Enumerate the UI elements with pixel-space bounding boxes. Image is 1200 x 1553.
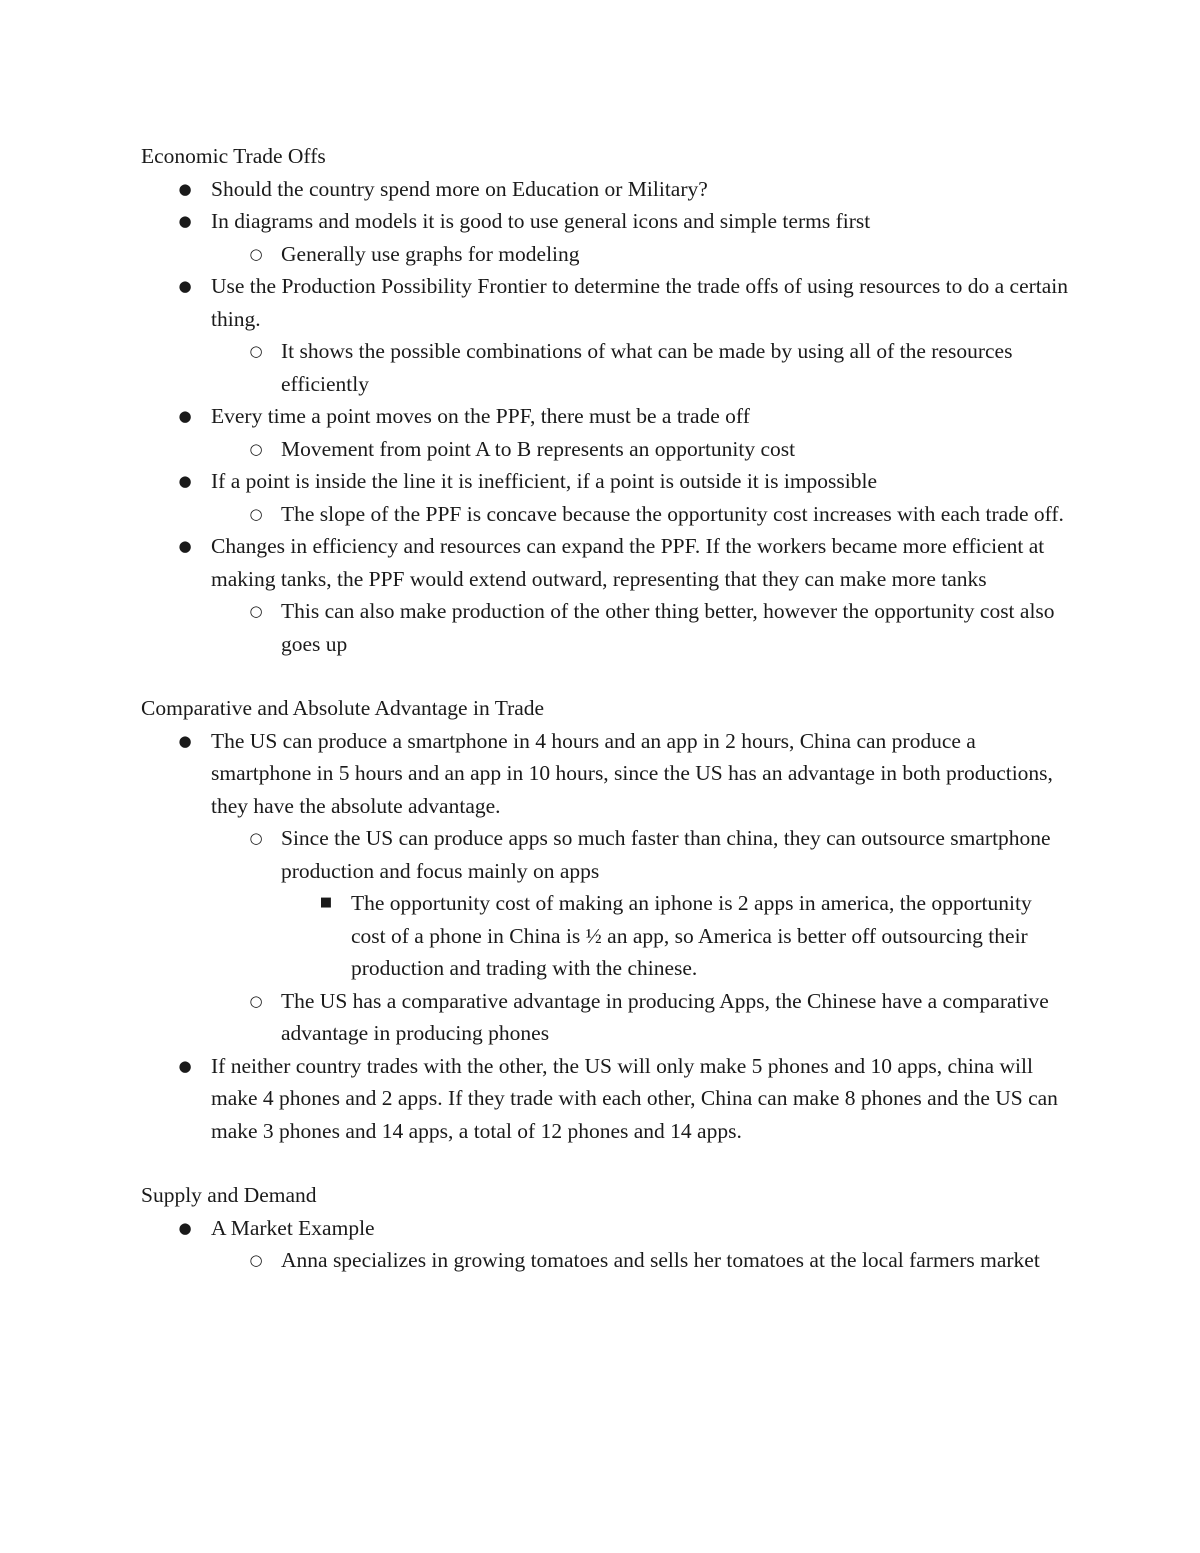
list-item-text: The US can produce a smartphone in 4 hours and an app in 2 hours, China can produce a smartphone in 5 hours and an app in 10 hours, since the US has an advantage in both productions, they have the absolute advantage.: [211, 728, 1053, 818]
list-item-text: Anna specializes in growing tomatoes and sells her tomatoes at the local farmers market: [281, 1248, 1040, 1272]
hollow-bullet-icon: ○: [249, 244, 263, 263]
bullet-icon: ●: [178, 179, 192, 198]
sub-list: [211, 498, 1070, 531]
hollow-bullet-icon: ○: [249, 342, 263, 360]
list-item-text: Movement from point A to B represents an opportunity cost: [281, 436, 796, 461]
list-item-text: Use the Production Possibility Frontier to determine the trade offs of using resources to do a certain thing.: [211, 274, 1069, 331]
list-item: [211, 498, 1070, 531]
sub-list: [211, 822, 1070, 1050]
list-item-text: Generally use graphs for modeling: [281, 241, 580, 266]
list-item-text: It shows the possible combinations of what can be made by using all of the resources efficiently: [281, 339, 1013, 396]
list-item: [141, 465, 1070, 530]
sub-list: [211, 238, 1070, 271]
bullet-list: [141, 173, 1070, 661]
list-item-text: A Market Example: [211, 1215, 375, 1240]
list-item: [141, 205, 1070, 270]
bullet-icon: ●: [178, 1218, 192, 1237]
bullet-list: [141, 1212, 1070, 1277]
list-item-text: This can also make production of the other thing better, however the opportunity cost also goes up: [281, 599, 1055, 656]
list-item: [211, 238, 1070, 271]
bullet-icon: ●: [178, 731, 192, 750]
section-heading: Economic Trade Offs: [141, 144, 326, 168]
sub-list: [211, 335, 1070, 400]
list-item: [141, 530, 1070, 660]
bullet-icon: ●: [178, 212, 192, 230]
list-item: [281, 887, 1070, 985]
hollow-bullet-icon: ○: [249, 991, 263, 1010]
list-item: [211, 1244, 1070, 1277]
list-item-text: In diagrams and models it is good to use general icons and simple terms first: [211, 209, 871, 233]
list-item-text: Should the country spend more on Education or Military?: [211, 176, 708, 201]
bullet-icon: ●: [178, 407, 192, 425]
section-comparative-advantage: [141, 692, 1070, 1147]
section-economic-trade-offs: [141, 140, 1070, 660]
bullet-list: [141, 725, 1070, 1148]
square-bullet-icon: ■: [319, 895, 333, 910]
list-item-text: The slope of the PPF is concave because the opportunity cost increases with each trade off.: [281, 501, 1064, 526]
list-item: [141, 725, 1070, 1050]
section-heading: Comparative and Absolute Advantage in Trade: [141, 696, 545, 720]
hollow-bullet-icon: ○: [249, 1251, 263, 1269]
list-item-text: Changes in efficiency and resources can expand the PPF. If the workers became more efficient at making tanks, the PPF would extend outward, representing that they can make more tanks: [211, 534, 1045, 591]
hollow-bullet-icon: ○: [249, 504, 263, 523]
section-supply-and-demand: [141, 1179, 1070, 1277]
list-item-text: Since the US can produce apps so much faster than china, they can outsource smartphone production and focus mainly on apps: [281, 826, 1051, 883]
list-item: [141, 400, 1070, 465]
section-heading: Supply and Demand: [141, 1183, 317, 1207]
list-item: [211, 595, 1070, 660]
list-item-text: If neither country trades with the other, the US will only make 5 phones and 10 apps, china will make 4 phones and 2 apps. If they trade with each other, China can make 8 phones and the US can make 3 phones and 14 apps, a total of 12 phones and 14 apps.: [211, 1053, 1058, 1143]
sub-list: [211, 433, 1070, 466]
list-item: [141, 173, 1070, 206]
list-item-text: The US has a comparative advantage in producing Apps, the Chinese have a comparative advantage in producing phones: [281, 988, 1049, 1045]
list-item: [211, 433, 1070, 466]
hollow-bullet-icon: ○: [249, 439, 263, 458]
sub-list: [211, 595, 1070, 660]
bullet-icon: ●: [178, 537, 192, 555]
list-item: [211, 335, 1070, 400]
list-item-text: Every time a point moves on the PPF, there must be a trade off: [211, 404, 750, 428]
list-item: [141, 270, 1070, 400]
bullet-icon: ●: [178, 1056, 192, 1075]
hollow-bullet-icon: ○: [249, 602, 263, 620]
bullet-icon: ●: [178, 277, 192, 295]
sub-sub-list: [281, 887, 1070, 985]
list-item-text: The opportunity cost of making an iphone is 2 apps in america, the opportunity cost of a phone in China is ½ an app, so America is better off outsourcing their production and trading with the chinese.: [351, 891, 1032, 980]
list-item: [141, 1050, 1070, 1148]
hollow-bullet-icon: ○: [249, 829, 263, 847]
bullet-icon: ●: [178, 472, 192, 490]
list-item: [141, 1212, 1070, 1277]
sub-list: [211, 1244, 1070, 1277]
list-item: [211, 985, 1070, 1050]
list-item-text: If a point is inside the line it is inefficient, if a point is outside it is impossible: [211, 469, 878, 493]
list-item: [211, 822, 1070, 985]
